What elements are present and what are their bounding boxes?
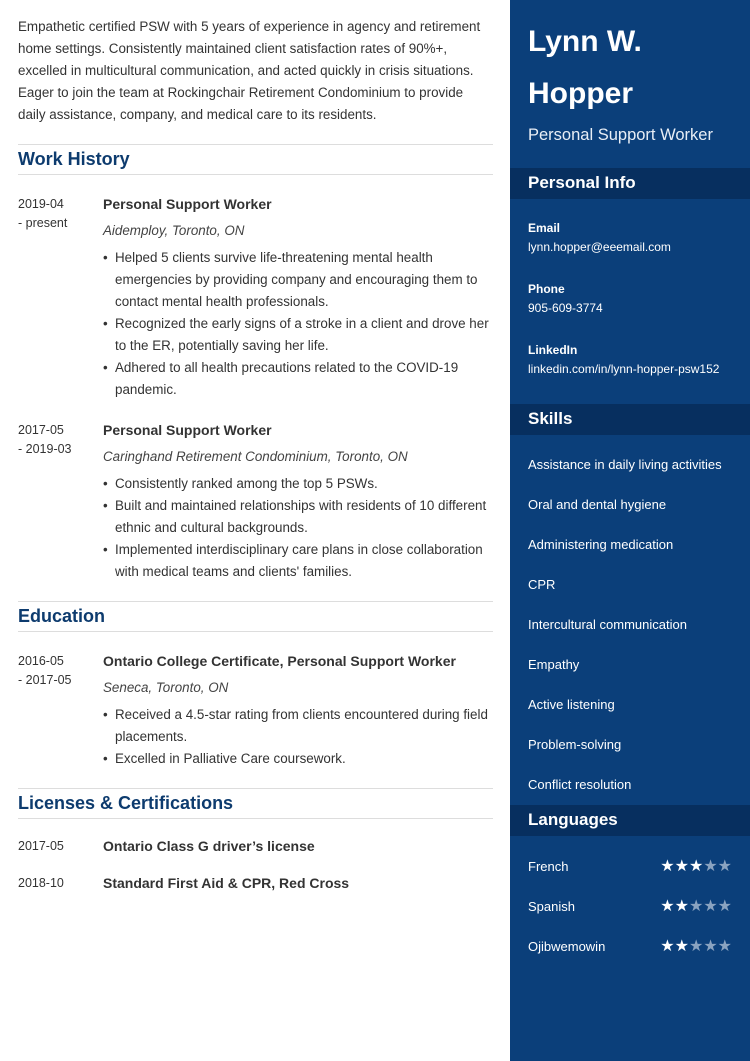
candidate-name — [510, 0, 750, 120]
language-rating — [660, 936, 732, 956]
skill-item: Oral and dental hygiene — [528, 497, 667, 512]
education-list — [18, 652, 492, 770]
star-icon: ★ — [717, 898, 732, 915]
education-heading: Education — [18, 601, 493, 632]
entry-bullets — [103, 247, 492, 401]
first-name: Lynn W. — [528, 25, 642, 58]
bullet-item: • Helped 5 clients survive life-threatening mental health emergencies by providing company and encouraging them to contact mental health professionals. — [115, 247, 492, 313]
entry-bullets — [103, 473, 492, 583]
skill-item: Active listening — [528, 697, 615, 712]
star-icon: ★ — [703, 858, 718, 875]
entry-date — [18, 652, 103, 770]
language-item — [510, 926, 750, 966]
language-rating — [660, 896, 732, 916]
star-icon: ★ — [660, 938, 675, 955]
star-icon: ★ — [703, 938, 718, 955]
license-item — [18, 837, 492, 856]
license-title: Standard First Aid & CPR, Red Cross — [103, 875, 350, 891]
skill-item: CPR — [528, 577, 556, 592]
entry — [18, 421, 492, 583]
language-rating — [660, 856, 732, 876]
bullet-item: • Implemented interdisciplinary care plans in close collaboration with medical teams and clients' families. — [115, 539, 492, 583]
license-date: 2017-05 — [18, 839, 64, 853]
skill-item: Administering medication — [528, 537, 674, 552]
star-icon: ★ — [660, 898, 675, 915]
phone-label: Phone — [528, 282, 565, 296]
entry-title: Personal Support Worker — [103, 196, 272, 212]
star-icon: ★ — [688, 858, 704, 875]
star-icon: ★ — [717, 938, 732, 955]
star-icon: ★ — [674, 938, 689, 955]
entry-title: Ontario College Certificate, Personal Support Worker — [103, 653, 456, 669]
bullet-item: • Received a 4.5-star rating from clients encountered during field placements. — [115, 704, 492, 748]
language-name: Ojibwemowin — [528, 938, 606, 954]
entry-title: Personal Support Worker — [103, 422, 272, 438]
entry-date — [18, 421, 103, 583]
linkedin-value[interactable]: linkedin.com/in/lynn-hopper-psw152 — [528, 362, 720, 376]
entry-date — [18, 195, 103, 401]
languages-heading: Languages — [510, 805, 750, 836]
date-end: - 2017-05 — [18, 673, 72, 687]
language-name: Spanish — [528, 898, 575, 914]
entry-organization: Aidemploy, Toronto, ON — [103, 223, 245, 238]
phone-value[interactable]: 905-609-3774 — [528, 301, 603, 315]
email-value[interactable]: lynn.hopper@eeemail.com — [528, 240, 671, 254]
last-name: Hopper — [528, 77, 633, 110]
skill-item: Empathy — [528, 657, 580, 672]
personal-info — [510, 199, 750, 376]
bullet-item: • Adhered to all health precautions related to the COVID-19 pandemic. — [115, 357, 492, 401]
skill-item: Assistance in daily living activities — [528, 457, 722, 472]
language-item — [510, 846, 750, 886]
personal-info-heading: Personal Info — [510, 168, 750, 199]
license-date: 2018-10 — [18, 876, 64, 890]
email-label: Email — [528, 221, 561, 235]
date-start: 2019-04 — [18, 197, 64, 211]
candidate-role: Personal Support Worker — [528, 126, 713, 144]
date-start: 2017-05 — [18, 423, 64, 437]
skill-item: Intercultural communication — [528, 617, 687, 632]
bullet-item: • Built and maintained relationships with residents of 10 different ethnic and cultural backgrounds. — [115, 495, 492, 539]
star-icon: ★ — [660, 858, 675, 875]
star-icon: ★ — [674, 858, 689, 875]
star-icon: ★ — [674, 898, 689, 915]
bullet-item: • Recognized the early signs of a stroke in a client and drove her to the ER, potentially saving her life. — [115, 313, 492, 357]
entry-organization: Seneca, Toronto, ON — [103, 680, 229, 695]
skill-item: Problem-solving — [528, 737, 622, 752]
date-end: - present — [18, 216, 68, 230]
skill-item: Conflict resolution — [528, 777, 632, 792]
work-history-heading: Work History — [18, 144, 493, 175]
languages-list — [510, 836, 750, 966]
date-start: 2016-05 — [18, 654, 64, 668]
bullet-item: • Excelled in Palliative Care coursework. — [115, 748, 492, 770]
skills-list — [510, 435, 750, 805]
skills-heading: Skills — [510, 404, 750, 435]
sidebar — [510, 0, 750, 1061]
star-icon: ★ — [717, 858, 732, 875]
licenses-list — [18, 837, 492, 893]
license-title: Ontario Class G driver’s license — [103, 838, 315, 854]
entry-organization: Caringhand Retirement Condominium, Toronto, ON — [103, 449, 408, 464]
language-name: French — [528, 858, 569, 874]
star-icon: ★ — [688, 898, 704, 915]
star-icon: ★ — [688, 938, 704, 955]
entry — [18, 652, 492, 770]
linkedin-label: LinkedIn — [528, 343, 578, 357]
date-end: - 2019-03 — [18, 442, 72, 456]
license-item — [18, 874, 492, 893]
entry-bullets — [103, 704, 492, 770]
language-item — [510, 886, 750, 926]
bullet-item: • Consistently ranked among the top 5 PSWs. — [115, 473, 492, 495]
work-history-list — [18, 195, 492, 583]
star-icon: ★ — [703, 898, 718, 915]
summary: Empathetic certified PSW with 5 years of experience in agency and retirement home settings. Consistently maintained client satisfaction rates of 90%+, excelled in multicultural communication, and acted quickly in crisis situations. Eager to join the team at Rockingchair Retirement Condominium to provide daily assistance, company, and medical care to its residents. — [18, 19, 481, 122]
entry — [18, 195, 492, 401]
licenses-heading: Licenses & Certifications — [18, 788, 493, 819]
